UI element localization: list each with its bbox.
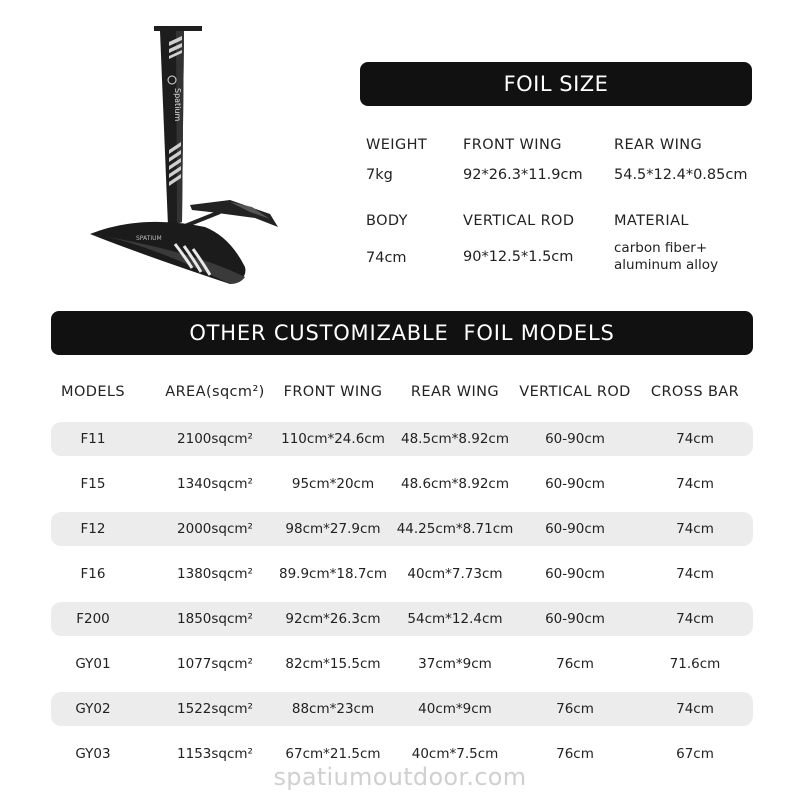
cell-vertical-rod: 60-90cm <box>545 611 605 627</box>
foil-size-banner <box>360 62 752 106</box>
cell-area: 1077sqcm² <box>177 656 253 672</box>
table-row <box>51 512 753 546</box>
spec-body-label: BODY <box>366 213 408 229</box>
cell-area: 2000sqcm² <box>177 521 253 537</box>
cell-cross-bar: 74cm <box>676 521 714 537</box>
cell-area: 1850sqcm² <box>177 611 253 627</box>
cell-vertical-rod: 76cm <box>556 746 594 762</box>
spec-front-wing-value: 92*26.3*11.9cm <box>463 167 583 183</box>
spec-vertical-rod-value: 90*12.5*1.5cm <box>463 249 574 265</box>
cell-rear-wing: 40cm*7.73cm <box>407 566 503 582</box>
cell-model: F15 <box>80 476 106 492</box>
cell-cross-bar: 74cm <box>676 701 714 717</box>
cell-cross-bar: 67cm <box>676 746 714 762</box>
cell-model: GY03 <box>75 746 111 762</box>
cell-model: F200 <box>76 611 110 627</box>
spec-material-value: carbon fiber+ aluminum alloy <box>614 240 719 273</box>
cell-front-wing: 88cm*23cm <box>291 701 375 717</box>
mount-plate <box>154 26 202 31</box>
cell-vertical-rod: 60-90cm <box>545 476 605 492</box>
cell-vertical-rod: 60-90cm <box>545 521 605 537</box>
spec-body-value: 74cm <box>366 250 407 266</box>
cell-vertical-rod: 60-90cm <box>545 431 605 447</box>
cell-rear-wing: 48.6cm*8.92cm <box>400 476 510 492</box>
cell-area: 1153sqcm² <box>177 746 253 762</box>
table-row <box>51 647 753 681</box>
cell-model: GY02 <box>75 701 111 717</box>
cell-front-wing: 95cm*20cm <box>291 476 375 492</box>
header-vertical-rod: VERTICAL ROD <box>519 384 631 400</box>
fuselage-label: SPATIUM <box>136 235 162 242</box>
table-row <box>51 467 753 501</box>
cell-rear-wing: 37cm*9cm <box>418 656 492 672</box>
cell-rear-wing: 44.25cm*8.71cm <box>396 521 514 537</box>
spec-weight-label: WEIGHT <box>366 137 428 153</box>
table-row <box>51 422 753 456</box>
spec-front-wing-label: FRONT WING <box>463 137 562 153</box>
cell-area: 1340sqcm² <box>177 476 253 492</box>
other-models-title: OTHER CUSTOMIZABLE FOIL MODELS <box>189 321 615 345</box>
cell-rear-wing: 40cm*7.5cm <box>411 746 499 762</box>
header-area: AREA(sqcm²) <box>165 384 265 400</box>
foil-size-title: FOIL SIZE <box>503 72 609 96</box>
cell-front-wing: 92cm*26.3cm <box>285 611 381 627</box>
spec-rear-wing-label: REAR WING <box>614 137 703 153</box>
cell-area: 2100sqcm² <box>177 431 253 447</box>
header-models: MODELS <box>61 384 125 400</box>
cell-front-wing: 110cm*24.6cm <box>281 431 385 447</box>
other-models-banner <box>51 311 753 355</box>
watermark: spatiumoutdoor.com <box>273 763 527 791</box>
spec-vertical-rod-label: VERTICAL ROD <box>463 213 575 229</box>
cell-vertical-rod: 76cm <box>556 701 594 717</box>
cell-model: F11 <box>80 431 106 447</box>
cell-rear-wing: 40cm*9cm <box>418 701 492 717</box>
spec-material-label: MATERIAL <box>614 213 689 229</box>
cell-vertical-rod: 76cm <box>556 656 594 672</box>
spec-weight-value: 7kg <box>366 167 393 183</box>
cell-rear-wing: 54cm*12.4cm <box>407 611 503 627</box>
rear-wing <box>190 200 278 227</box>
cell-front-wing: 67cm*21.5cm <box>285 746 381 762</box>
cell-front-wing: 82cm*15.5cm <box>285 656 381 672</box>
cell-model: GY01 <box>75 656 111 672</box>
table-row <box>51 692 753 726</box>
cell-area: 1522sqcm² <box>177 701 253 717</box>
cell-model: F12 <box>80 521 106 537</box>
header-front-wing: FRONT WING <box>283 384 383 400</box>
cell-front-wing: 98cm*27.9cm <box>285 521 381 537</box>
cell-cross-bar: 71.6cm <box>669 656 721 672</box>
cell-front-wing: 89.9cm*18.7cm <box>278 566 388 582</box>
cell-rear-wing: 48.5cm*8.92cm <box>400 431 510 447</box>
brand-label: Spatium <box>173 88 182 122</box>
header-cross-bar: CROSS BAR <box>650 384 740 400</box>
hydrofoil-product-image <box>80 22 290 292</box>
cell-cross-bar: 74cm <box>676 431 714 447</box>
cell-cross-bar: 74cm <box>676 611 714 627</box>
cell-vertical-rod: 60-90cm <box>545 566 605 582</box>
table-row <box>51 602 753 636</box>
table-row <box>51 557 753 591</box>
cell-model: F16 <box>80 566 106 582</box>
header-rear-wing: REAR WING <box>410 384 500 400</box>
cell-cross-bar: 74cm <box>676 476 714 492</box>
cell-cross-bar: 74cm <box>676 566 714 582</box>
spec-rear-wing-value: 54.5*12.4*0.85cm <box>614 167 748 183</box>
cell-area: 1380sqcm² <box>177 566 253 582</box>
